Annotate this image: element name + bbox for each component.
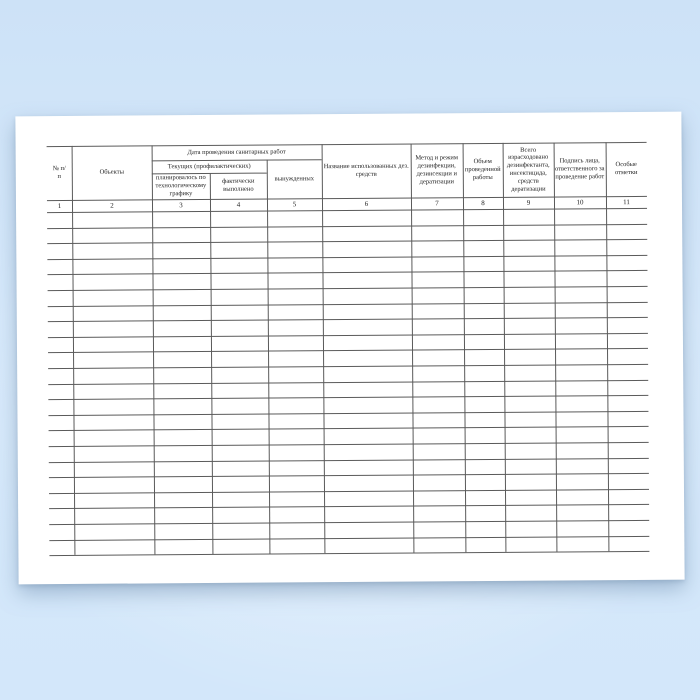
column-number-cell: 8 — [481, 199, 485, 208]
table-row-line — [49, 551, 649, 556]
header-objects — [72, 145, 152, 200]
header-agents-used — [322, 144, 411, 199]
table-row-line — [47, 224, 647, 229]
table-row-line — [47, 239, 647, 244]
table-row-line — [48, 380, 648, 385]
header-special-notes-label: Особые отметки — [615, 161, 638, 177]
table-row-line — [48, 364, 648, 369]
table-row-line — [49, 536, 649, 541]
table-row-line — [47, 270, 647, 275]
table-row-line — [48, 317, 648, 322]
header-objects-label: Объекты — [99, 168, 124, 176]
column-number-cell: 9 — [526, 198, 531, 207]
header-special-notes — [606, 142, 647, 196]
column-number-cell: 7 — [435, 199, 439, 208]
table-row-line — [48, 395, 648, 400]
header-method-mode-label: Метод и режим дезинфекции, дезинсекции и дератизации — [415, 154, 459, 186]
column-number-cell: 1 — [57, 202, 62, 211]
header-date-group-label: Дата проведения санитарных работ — [187, 148, 286, 156]
header-planned — [152, 173, 210, 199]
table-row-line — [49, 489, 649, 494]
header-current-subgroup — [152, 160, 267, 174]
table-row-line — [47, 255, 647, 260]
table-row-line — [49, 442, 649, 447]
header-total-consumed-label: Всего израсходовано дезинфектанта, инсектицида, средств дератизации — [506, 146, 550, 193]
table-row-line — [49, 426, 649, 431]
table-row-line — [49, 458, 649, 463]
header-total-consumed — [503, 143, 554, 197]
table-row-line — [48, 348, 648, 353]
header-row-number — [47, 146, 72, 200]
header-agents-used-label: Название использованных дез. средств — [323, 162, 409, 178]
header-date-group — [152, 144, 322, 160]
table-row-line — [49, 473, 649, 478]
header-row-number-label: № п/п — [52, 165, 66, 181]
table-row-line — [48, 333, 648, 338]
header-work-volume — [463, 143, 503, 197]
table-row-line — [49, 520, 649, 525]
column-divider — [267, 160, 271, 554]
column-number-cell: 6 — [364, 199, 369, 208]
column-number-cell: 5 — [292, 200, 297, 209]
header-actually-done-label: фактически выполнено — [222, 177, 255, 193]
column-number-cell: 4 — [236, 200, 241, 209]
header-planned-label: планировалось по технологическому графику — [155, 174, 207, 198]
column-divider — [210, 173, 214, 554]
column-number-cell: 11 — [623, 198, 630, 207]
header-forced-label: вынужденных — [274, 174, 315, 183]
column-number-cell: 10 — [576, 198, 584, 207]
table-row-line — [48, 302, 648, 307]
column-number-cell: 2 — [110, 201, 114, 210]
table-row-line — [49, 504, 649, 509]
document-page — [15, 112, 684, 585]
header-method-mode — [411, 143, 463, 197]
header-forced — [267, 159, 322, 198]
header-current-subgroup-label: Текущих (профилактических) — [167, 162, 251, 170]
header-signature-label: Подпись лица, ответственного за проведение работ — [554, 157, 605, 181]
sanitary-works-register-table — [47, 142, 650, 556]
header-actually-done — [210, 173, 267, 199]
header-work-volume-label: Объем проведенной работы — [464, 158, 501, 182]
table-row-line — [48, 286, 648, 291]
column-number-cell: 3 — [179, 201, 183, 210]
header-signature — [554, 142, 606, 196]
table-row-line — [48, 411, 648, 416]
